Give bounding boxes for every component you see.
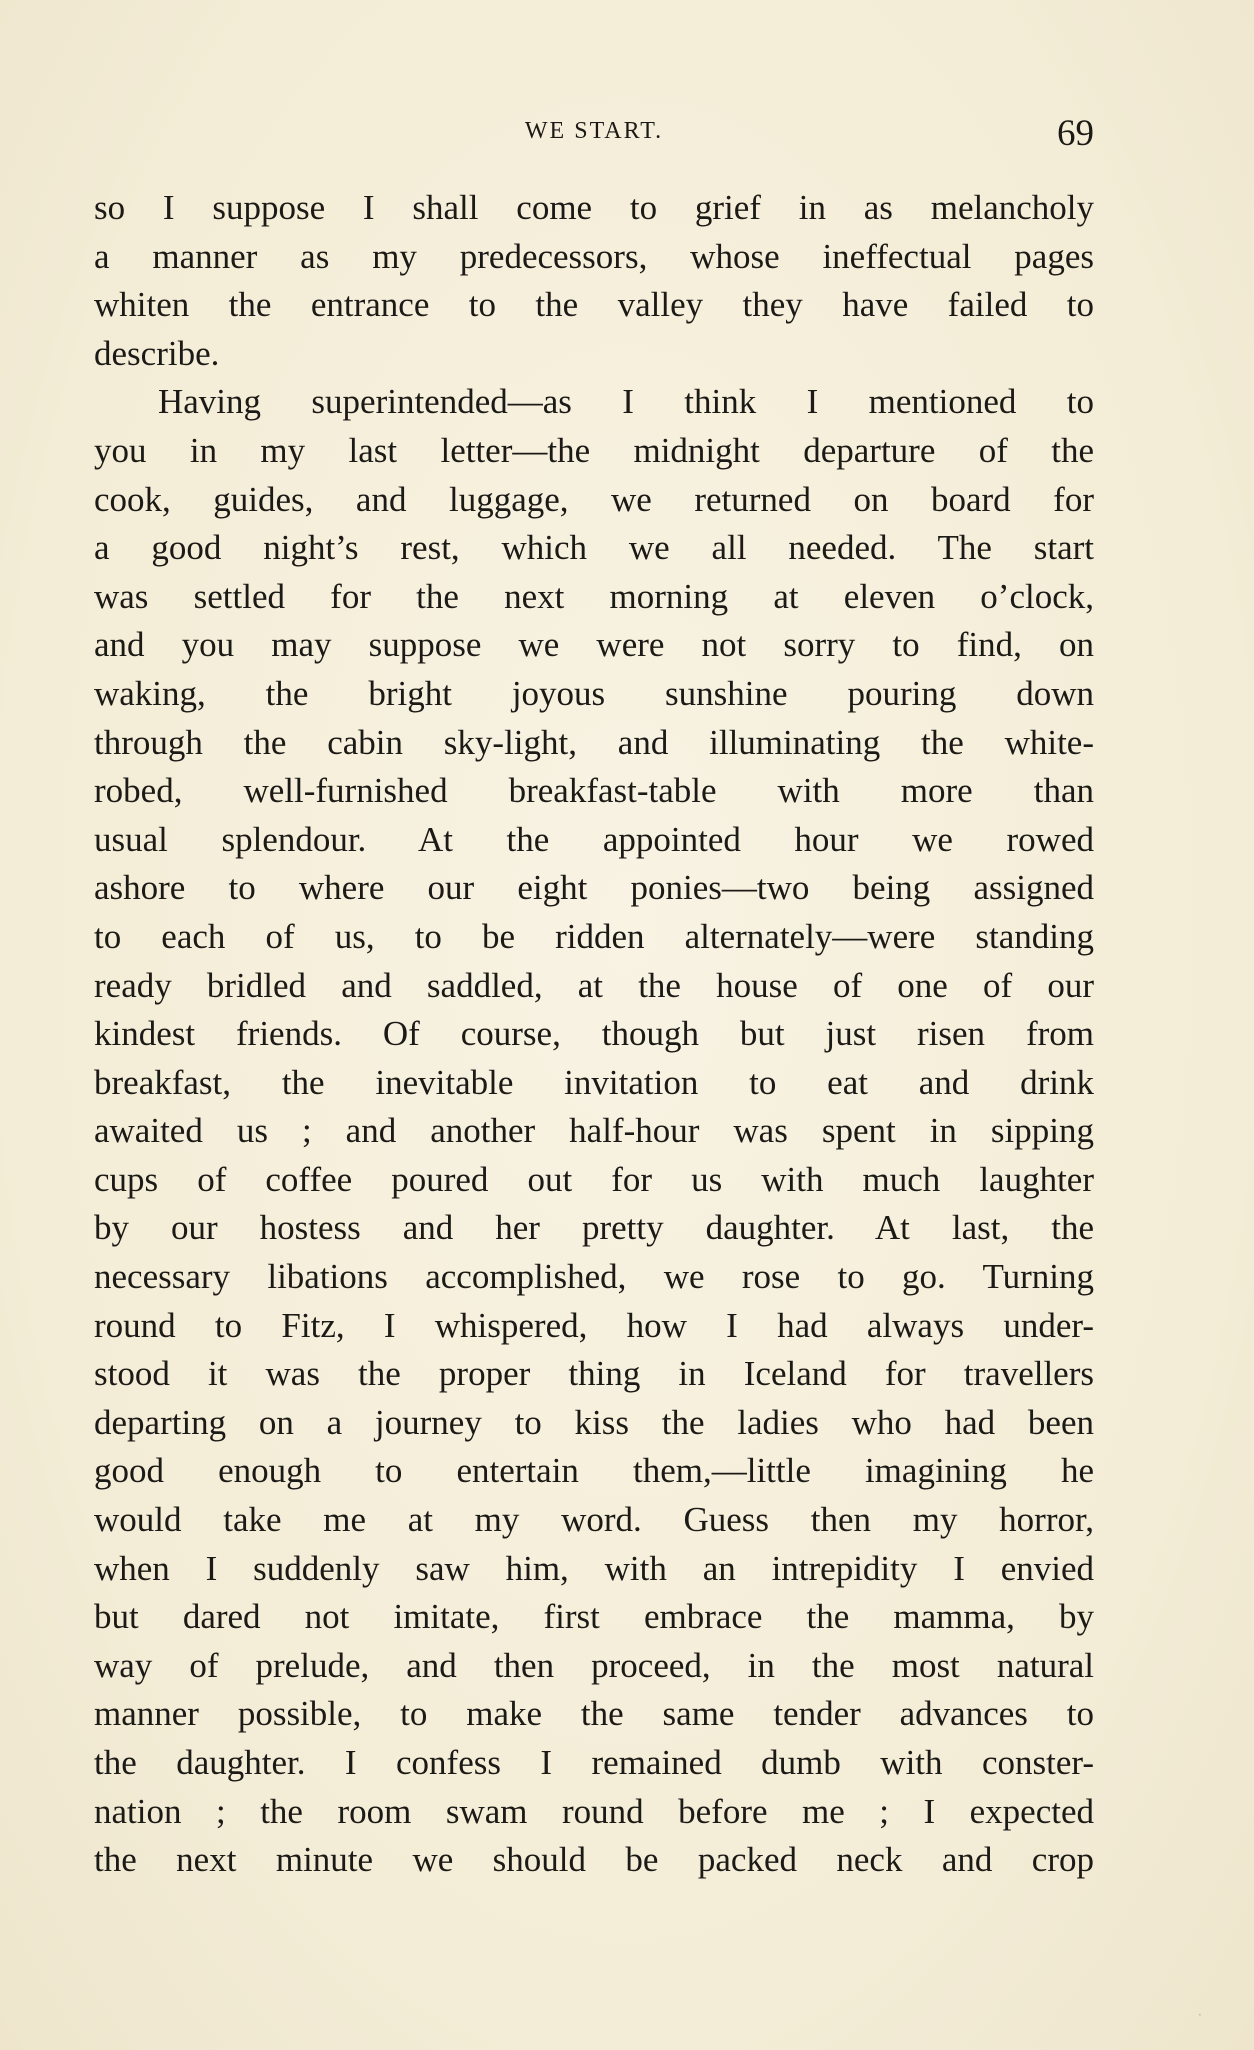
text-line: ready bridled and saddled, at the house of one of our <box>94 965 1094 1005</box>
page-corner-mark: · <box>1198 2008 1202 2022</box>
text-line: nation ; the room swam round before me ; I expected <box>94 1791 1094 1831</box>
text-line: kindest friends. Of course, though but just risen from <box>94 1014 1094 1054</box>
text-line: was settled for the next morning at eleven o’clock, <box>94 576 1094 616</box>
text-line: breakfast, the inevitable invitation to eat and drink <box>94 1062 1094 1102</box>
text-line: cups of coffee poured out for us with much laughter <box>94 1159 1094 1199</box>
text-line: when I suddenly saw him, with an intrepidity I envied <box>94 1548 1094 1588</box>
running-header <box>94 112 1094 160</box>
body-text <box>94 184 1094 1885</box>
text-line: would take me at my word. Guess then my horror, <box>94 1500 1094 1540</box>
text-line: waking, the bright joyous sunshine pouring down <box>94 673 1094 713</box>
text-line: stood it was the proper thing in Iceland for travellers <box>94 1354 1094 1394</box>
text-line: so I suppose I shall come to grief in as melancholy <box>94 188 1094 227</box>
text-line: a good night’s rest, which we all needed. The start <box>94 528 1094 568</box>
text-line: usual splendour. At the appointed hour we rowed <box>94 819 1094 859</box>
text-line: departing on a journey to kiss the ladies who had been <box>94 1402 1094 1442</box>
text-line: cook, guides, and luggage, we returned on board for <box>94 479 1094 519</box>
text-line: through the cabin sky-light, and illuminating the white- <box>94 722 1094 762</box>
text-line: you in my last letter—the midnight departure of the <box>94 430 1094 470</box>
text-line: by our hostess and her pretty daughter. At last, the <box>94 1208 1094 1248</box>
text-line: necessary libations accomplished, we rose to go. Turning <box>94 1257 1094 1297</box>
page-number: 69 <box>1057 113 1094 154</box>
text-line: the daughter. I confess I remained dumb with conster- <box>94 1743 1094 1782</box>
text-line: awaited us ; and another half-hour was spent in sipping <box>94 1111 1094 1151</box>
text-line: round to Fitz, I whispered, how I had always under- <box>94 1305 1094 1345</box>
text-line: but dared not imitate, first embrace the mamma, by <box>94 1597 1094 1637</box>
text-line: ashore to where our eight ponies—two being assigned <box>94 868 1094 908</box>
text-line: manner possible, to make the same tender advances to <box>94 1694 1094 1734</box>
text-line: a manner as my predecessors, whose ineffectual pages <box>94 236 1094 276</box>
text-line: whiten the entrance to the valley they have failed to <box>94 285 1094 325</box>
text-line: Having superintended—as I think I mentioned to <box>158 382 1094 422</box>
text-line: the next minute we should be packed neck and crop <box>94 1840 1094 1880</box>
running-title: WE START. <box>524 118 664 144</box>
text-line: good enough to entertain them,—little imagining he <box>94 1451 1094 1491</box>
text-line: describe. <box>94 333 220 373</box>
text-line: to each of us, to be ridden alternately—were standing <box>94 916 1094 956</box>
text-line: and you may suppose we were not sorry to find, on <box>94 625 1094 665</box>
text-line: way of prelude, and then proceed, in the most natural <box>94 1645 1094 1685</box>
text-line: robed, well-furnished breakfast-table with more than <box>94 771 1094 811</box>
